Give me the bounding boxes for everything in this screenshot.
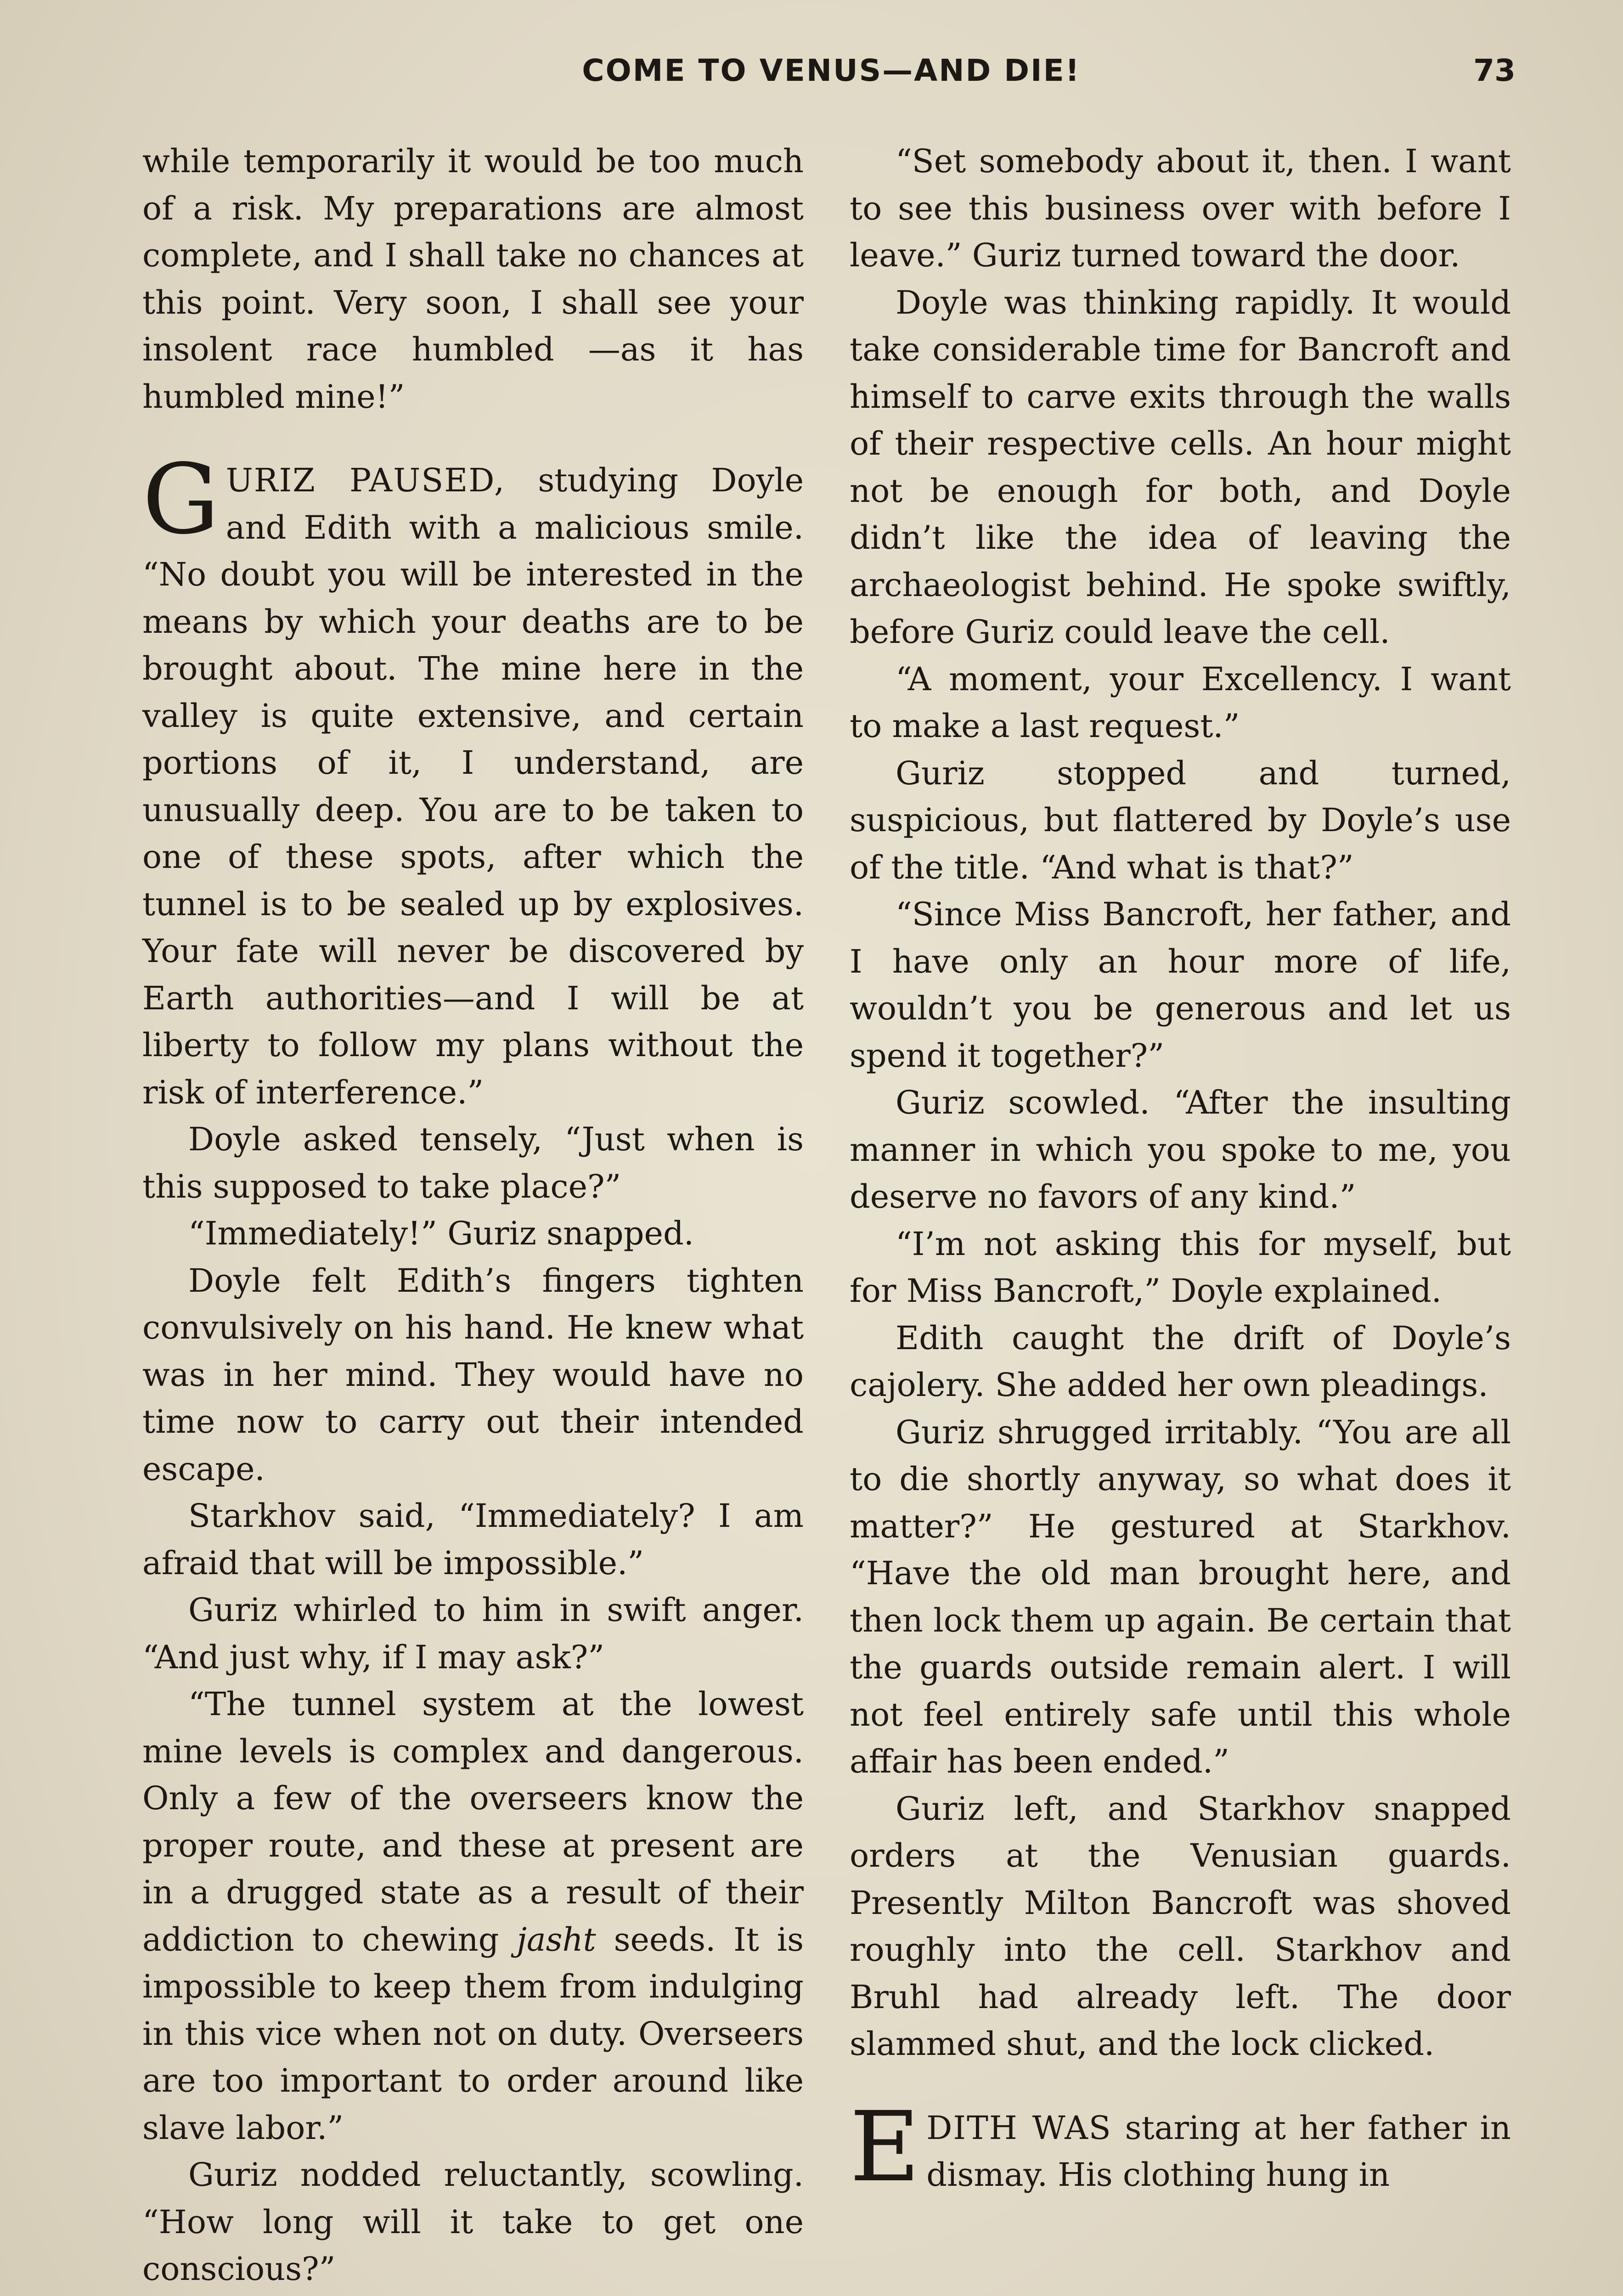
- paragraph: Edith caught the drift of Doyle’s cajolery. She added her own pleadings.: [850, 1319, 1511, 1404]
- paragraph: Doyle asked tensely, “Just when is this supposed to take place?”: [142, 1120, 804, 1205]
- page-header: [147, 44, 1516, 103]
- paragraph: Guriz scowled. “After the insulting manner in which you spoke to me, you deserve no favors of any kind.”: [850, 1084, 1511, 1216]
- paragraph: Guriz nodded reluctantly, scowling. “How long will it take to get one conscious?”: [142, 2156, 804, 2288]
- paragraph: “A moment, your Excellency. I want to make a last request.”: [850, 660, 1511, 745]
- section-start-paragraph: [142, 443, 804, 1116]
- paragraph: Guriz stopped and turned, suspicious, but flattered by Doyle’s use of the title. “And what is that?”: [850, 754, 1511, 886]
- running-title: COME TO VENUS—AND DIE!: [582, 53, 1081, 88]
- paragraph-text: “The tunnel system at the lowest mine levels is complex and dangerous. Only a few of the overseers know the proper route, and these at present are in a drugged state as a result of their addiction to chewing: [142, 1685, 804, 1958]
- paragraph: “Set somebody about it, then. I want to see this business over with before I leave.” Guriz turned toward the door.: [850, 142, 1511, 274]
- paragraph: while temporarily it would be too much of a risk. My preparations are almost complete, and I shall take no chances at this point. Very soon, I shall see your insolent race humbled —as it has humbled mine!”: [142, 142, 804, 416]
- paragraph: [142, 2293, 804, 2296]
- paragraph: Guriz left, and Starkhov snapped orders at the Venusian guards. Presently Milton Bancroft was shoved roughly into the cell. Starkhov and Bruhl had already left. The door slammed shut, and the lock clicked.: [850, 1790, 1511, 2063]
- paragraph: Guriz whirled to him in swift anger. “And just why, if I may ask?”: [142, 1591, 804, 1676]
- paragraph-text: seeds. It is impossible to keep them from indulging in this vice when not on duty. Overseers are too important to order around like slave labor.”: [142, 1920, 804, 2147]
- paragraph: Starkhov said, “Immediately? I am afraid that will be impossible.”: [142, 1497, 804, 1582]
- right-column: [850, 138, 1511, 2203]
- drop-cap: G: [142, 443, 220, 556]
- paragraph: “Since Miss Bancroft, her father, and I have only an hour more of life, wouldn’t you be generous and let us spend it together?”: [850, 895, 1511, 1075]
- paragraph: Doyle felt Edith’s fingers tighten convulsively on his hand. He knew what was in her mind. They would have no time now to carry out their intended escape.: [142, 1261, 804, 1488]
- paragraph: “I’m not asking this for myself, but for Miss Bancroft,” Doyle explained.: [850, 1225, 1511, 1310]
- paragraph: Guriz shrugged irritably. “You are all to die shortly anyway, so what does it matter?” He gestured at Starkhov. “Have the old man brought here, and then lock them up again. Be certain that the guards outside remain alert. I will not feel entirely safe until this whole affair has been ended.”: [850, 1413, 1511, 1780]
- paragraph: [142, 1681, 804, 2151]
- paragraph: Doyle was thinking rapidly. It would take considerable time for Bancroft and himself to carve exits through the walls of their respective cells. An hour might not be enough for both, and Doyle didn’t like the idea of leaving the archaeologist behind. He spoke swiftly, before Guriz could leave the cell.: [850, 283, 1511, 651]
- paragraph-text: studying Doyle and Edith with a malicious smile. “No doubt you will be interested in the means by which your deaths are to be brought about. The mine here in the valley is quite extensive, and certain portions of it, I understand, are unusually deep. You are to be taken to one of these spots, after which the tunnel is to be sealed up by explosives. Your fate will never be discovered by Earth authorities—and I will be at liberty to follow my plans without the risk of interference.”: [142, 461, 804, 1111]
- drop-cap: E: [850, 2090, 920, 2203]
- paragraph-text: staring at her father in dismay. His clothing hung in: [926, 2109, 1511, 2194]
- page-number: 73: [1473, 53, 1516, 88]
- paragraph: “Immediately!” Guriz snapped.: [188, 1215, 694, 1252]
- italic-word: jasht: [517, 1920, 596, 1958]
- left-column: [142, 138, 804, 2296]
- section-start-paragraph: [850, 2090, 1511, 2203]
- lead-in-caps: URIZ PAUSED,: [225, 461, 506, 499]
- lead-in-caps: DITH WAS: [926, 2109, 1112, 2147]
